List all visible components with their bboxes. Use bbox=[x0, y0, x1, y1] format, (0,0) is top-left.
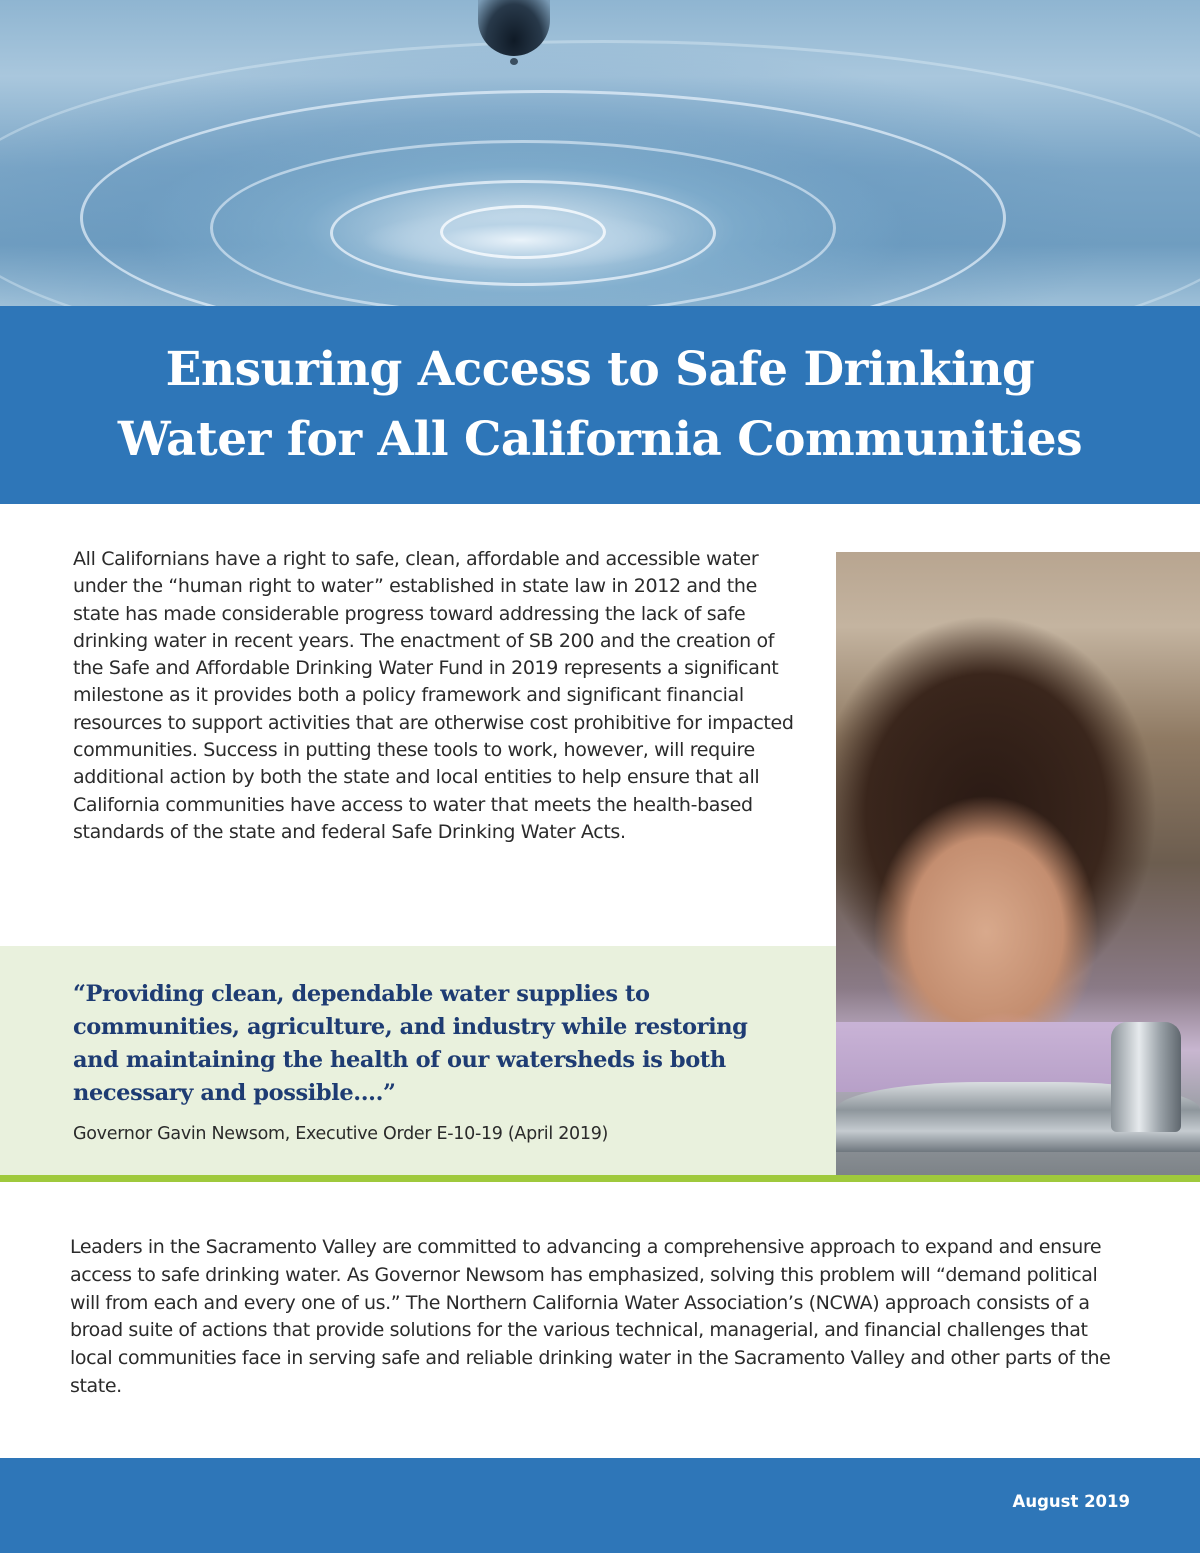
page-title-line-2: Water for All California Communities bbox=[117, 412, 1083, 467]
title-banner bbox=[0, 306, 1200, 504]
green-divider bbox=[0, 1175, 1200, 1182]
intro-paragraph: All Californians have a right to safe, clean, affordable and accessible water under the “human right to water” established in state law in 2012 and the state has made considerable progress toward addressing the lack of safe drinking water in recent years. The enactment of SB 200 and the creation of the Safe and Affordable Drinking Water Fund in 2019 represents a significant milestone as it provides both a policy framework and significant financial resources to support activities that are otherwise cost prohibitive for impacted communities. Success in putting these tools to work, however, will require additional action by both the state and local entities to help ensure that all California communities have access to water that meets the health-based standards of the state and federal Safe Drinking Water Acts. bbox=[73, 548, 794, 843]
girl-drinking-fountain-photo bbox=[836, 552, 1200, 1175]
hero-water-image bbox=[0, 0, 1200, 306]
quote-attribution: Governor Gavin Newsom, Executive Order E-10-19 (April 2019) bbox=[73, 1124, 609, 1144]
closing-paragraph: Leaders in the Sacramento Valley are committed to advancing a comprehensive approach to expand and ensure access to safe drinking water. As Governor Newsom has emphasized, solving this problem will “demand political will from each and every one of us.” The Northern California Water Association’s (NCWA) approach consists of a broad suite of actions that provide solutions for the various technical, managerial, and financial challenges that local communities face in serving safe and reliable drinking water in the Sacramento Valley and other parts of the state. bbox=[70, 1236, 1111, 1397]
water-drop-tip bbox=[510, 58, 518, 65]
pull-quote: “Providing clean, dependable water supplies to communities, agriculture, and industry while restoring and maintaining the health of our watersheds is both necessary and possible....” bbox=[73, 981, 748, 1106]
footer-date: August 2019 bbox=[1012, 1492, 1130, 1511]
page-title bbox=[118, 335, 1082, 475]
page-title-line-1: Ensuring Access to Safe Drinking bbox=[165, 342, 1035, 397]
photo-fountain-spout bbox=[1111, 1022, 1181, 1132]
ripple-ring bbox=[440, 205, 606, 259]
